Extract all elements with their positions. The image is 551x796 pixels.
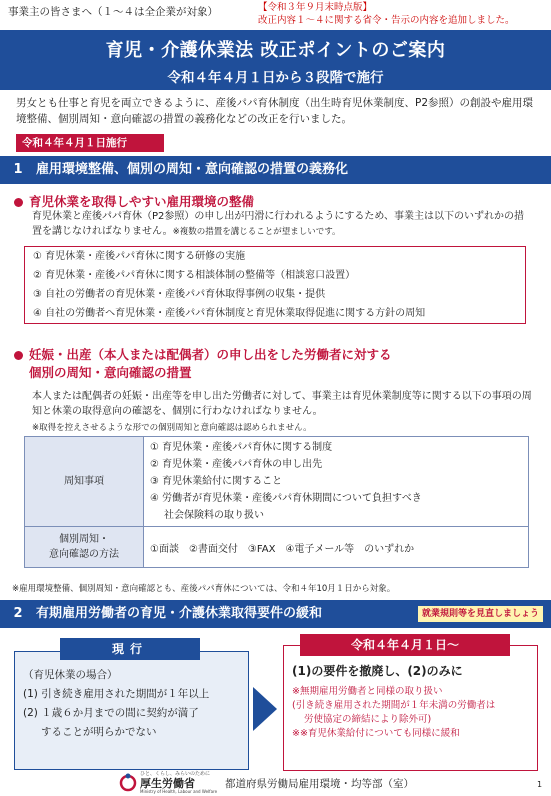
page-number: 1 [537, 780, 543, 789]
subsection-1-note: ※複数の措置を講じることが望ましいです。 [172, 227, 341, 237]
contact-text: 都道府県労働局雇用環境・均等部（室） [225, 778, 414, 790]
new-rules-main: (1)の要件を撤廃し、(2)のみに [292, 664, 463, 678]
section-2-number: 2 [13, 606, 23, 621]
section-2-title: 有期雇用労働者の育児・介護休業取得要件の緩和 [36, 606, 323, 621]
current-line: することが明らかでない [41, 726, 157, 738]
update-line-1: 【令和３年９月末時点版】 [258, 2, 373, 13]
table-row [25, 527, 529, 568]
current-line: （育児休業の場合） [23, 669, 118, 681]
subsection-2-title: 妊娠・出産（本人または配偶者）の申し出をした労働者に対する 個別の周知・意向確認の措置 [14, 346, 392, 382]
subsection-2-text: 本人または配偶者の妊娠・出産等を申し出た労働者に対して、事業主は育児休業制度等に関する以下の事項の周知と休業の取得意向の確認を、個別に行わなければなりません。 [32, 391, 532, 417]
table-label-method: 個別周知・ 意向確認の方法 [25, 527, 144, 568]
section-1-footnote: ※雇用環境整備、個別周知・意向確認とも、産後パパ育休については、令和４年10月１日から対象。 [12, 584, 396, 594]
table-cell-method: ①面談 ②書面交付 ③FAX ④電子メール等 のいずれか [144, 527, 529, 568]
section-1-header [0, 156, 551, 184]
table-label-notice-items: 周知事項 [25, 437, 144, 527]
measure-item: ① 育児休業・産後パパ育休に関する研修の実施 [33, 251, 246, 262]
section-2-header [0, 600, 551, 628]
measure-item: ④ 自社の労働者へ育児休業・産後パパ育休制度と育児休業取得促進に関する方針の周知 [33, 308, 426, 319]
mhlw-logo-icon [118, 772, 138, 792]
footer [0, 770, 551, 795]
title-banner [0, 30, 551, 90]
current-line: (2) １歳６か月までの間に契約が満了 [23, 707, 199, 719]
subsection-2-note: ※取得を控えさせるような形での個別周知と意向確認は認められません。 [32, 423, 312, 433]
bullet-icon [14, 351, 23, 360]
logo-text: 厚生労働省 [140, 777, 195, 790]
table-row [25, 437, 529, 527]
logo-subtitle: Ministry of Health, Labour and Welfare [140, 789, 218, 794]
measure-item: ② 育児休業・産後パパ育休に関する相談体制の整備等（相談窓口設置） [33, 270, 356, 281]
measure-item: ③ 自社の労働者の育児休業・産後パパ育休取得事例の収集・提供 [33, 289, 326, 300]
page-subtitle: 令和４年４月１日から３段階で施行 [167, 70, 384, 86]
update-note [258, 1, 515, 27]
audience-note: 事業主の皆さまへ（１～４は全企業が対象） [8, 6, 218, 18]
current-line: (1) 引き続き雇用された期間が１年以上 [23, 688, 210, 700]
current-rules-heading: 現行 [60, 638, 200, 660]
new-rules-box: (1)の要件を撤廃し、(2)のみに ※無期雇用労働者と同様の取り扱い (引き続き雇用された期間が１年未満の労働者は 労使協定の締結により除外可) ※※育児休業給付についても同様に緩和 [283, 645, 538, 771]
bullet-icon [14, 198, 23, 207]
table-cell-notice-items: ① 育児休業・産後パパ育休に関する制度 ② 育児休業・産後パパ育休の申し出先 ③ 育児休業給付に関すること ④ 労働者が育児休業・産後パパ育休期間について負担すべき 社会保険料の取り扱い [144, 437, 529, 527]
subsection-1-title: 育児休業を取得しやすい雇用環境の整備 [14, 192, 254, 210]
arrow-right-icon [253, 687, 277, 731]
section-1-title: 雇用環境整備、個別の周知・意向確認の措置の義務化 [36, 162, 349, 177]
intro-text: 男女とも仕事と育児を両立できるように、産後パパ育休制度（出生時育児休業制度、P2参照）の創設や雇用環境整備、個別周知・意向確認の措置の義務化などの改正を行いました。 [16, 97, 534, 125]
rules-review-tag: 就業規則等を見直しましょう [418, 606, 543, 622]
mhlw-logo [118, 772, 138, 796]
new-rules-heading: 令和４年４月１日～ [300, 634, 510, 656]
logo-tagline: ひと、くらし、みらいのために [140, 771, 211, 777]
current-rules-box [14, 651, 249, 770]
update-line-2: 改正内容１～４に関する省令・告示の内容を追加しました。 [258, 15, 515, 26]
measures-box [24, 246, 526, 324]
notice-table [24, 436, 529, 568]
effective-date-tag: 令和４年４月１日施行 [16, 134, 164, 152]
subsection-1-text: 育児休業と産後パパ育休（P2参照）の申し出が円滑に行われるようにするため、事業主は以下のいずれかの措置を講じなければなりません。※複数の措置を講じることが望ましいです。 [32, 211, 524, 237]
section-1-number: 1 [13, 162, 23, 177]
page-title: 育児・介護休業法 改正ポイントのご案内 [105, 40, 446, 61]
